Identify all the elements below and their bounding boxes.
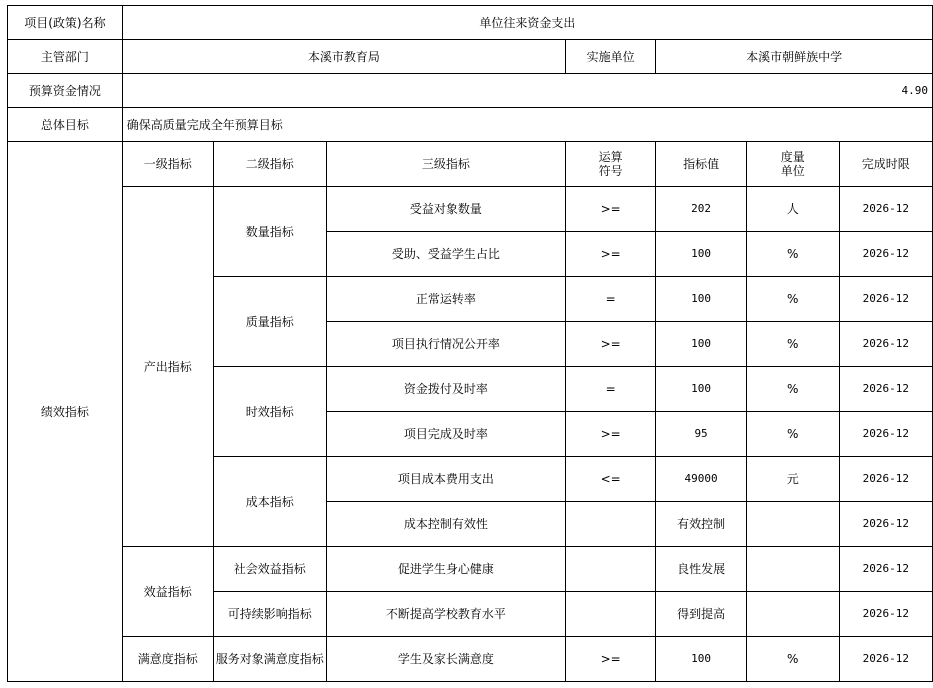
group-output: 产出指标	[122, 187, 213, 547]
row-unit: %	[746, 367, 839, 412]
header-operator-line2: 符号	[598, 164, 623, 178]
impl-value: 本溪市朝鲜族中学	[656, 40, 933, 74]
row-unit: %	[746, 232, 839, 277]
row-name: 受助、受益学生占比	[326, 232, 565, 277]
header-operator	[565, 142, 655, 187]
row-op: >=	[565, 637, 655, 682]
header-level3: 三级指标	[326, 142, 565, 187]
header-unit-line2: 单位	[780, 164, 805, 178]
header-unit-line1: 度量	[780, 150, 805, 164]
row-name: 不断提高学校教育水平	[326, 592, 565, 637]
row-deadline: 2026-12	[839, 367, 932, 412]
header-deadline: 完成时限	[839, 142, 932, 187]
project-value: 单位往来资金支出	[122, 6, 932, 40]
row-unit: %	[746, 412, 839, 457]
goal-row	[8, 108, 933, 142]
dept-row	[8, 40, 933, 74]
row-value: 良性发展	[656, 547, 746, 592]
table-row	[8, 547, 933, 592]
row-unit: %	[746, 637, 839, 682]
row-name: 项目完成及时率	[326, 412, 565, 457]
row-value: 95	[656, 412, 746, 457]
row-value: 100	[656, 322, 746, 367]
header-row	[8, 142, 933, 187]
row-unit	[746, 592, 839, 637]
row-unit	[746, 547, 839, 592]
row-value: 49000	[656, 457, 746, 502]
row-value: 100	[656, 367, 746, 412]
row-op: >=	[565, 232, 655, 277]
subgroup-quality: 质量指标	[213, 277, 326, 367]
table-row	[8, 187, 933, 232]
impl-label: 实施单位	[565, 40, 655, 74]
row-unit: 人	[746, 187, 839, 232]
row-op	[565, 592, 655, 637]
row-deadline: 2026-12	[839, 502, 932, 547]
header-level2: 二级指标	[213, 142, 326, 187]
row-op: >=	[565, 322, 655, 367]
row-unit: 元	[746, 457, 839, 502]
budget-row	[8, 74, 933, 108]
header-operator-line1: 运算	[598, 150, 623, 164]
row-deadline: 2026-12	[839, 457, 932, 502]
row-name: 资金拨付及时率	[326, 367, 565, 412]
subgroup-quantity: 数量指标	[213, 187, 326, 277]
subgroup-sustain: 可持续影响指标	[213, 592, 326, 637]
row-op: >=	[565, 187, 655, 232]
row-value: 202	[656, 187, 746, 232]
row-op: =	[565, 367, 655, 412]
dept-value: 本溪市教育局	[122, 40, 565, 74]
row-value: 100	[656, 277, 746, 322]
subgroup-timeliness: 时效指标	[213, 367, 326, 457]
row-deadline: 2026-12	[839, 547, 932, 592]
row-name: 学生及家长满意度	[326, 637, 565, 682]
header-level1: 一级指标	[122, 142, 213, 187]
row-deadline: 2026-12	[839, 187, 932, 232]
row-deadline: 2026-12	[839, 232, 932, 277]
row-value: 有效控制	[656, 502, 746, 547]
group-satisfaction: 满意度指标	[122, 637, 213, 682]
row-deadline: 2026-12	[839, 322, 932, 367]
subgroup-cost: 成本指标	[213, 457, 326, 547]
performance-table	[7, 5, 933, 682]
row-name: 成本控制有效性	[326, 502, 565, 547]
row-value: 得到提高	[656, 592, 746, 637]
row-unit	[746, 502, 839, 547]
group-benefit: 效益指标	[122, 547, 213, 637]
row-name: 正常运转率	[326, 277, 565, 322]
row-op	[565, 502, 655, 547]
row-name: 促进学生身心健康	[326, 547, 565, 592]
row-deadline: 2026-12	[839, 412, 932, 457]
row-op: <=	[565, 457, 655, 502]
budget-value: 4.90	[122, 74, 932, 108]
goal-label: 总体目标	[8, 108, 123, 142]
header-unit	[746, 142, 839, 187]
row-deadline: 2026-12	[839, 592, 932, 637]
project-label: 项目(政策)名称	[8, 6, 123, 40]
row-op: >=	[565, 412, 655, 457]
row-deadline: 2026-12	[839, 277, 932, 322]
row-unit: %	[746, 277, 839, 322]
row-value: 100	[656, 637, 746, 682]
subgroup-social: 社会效益指标	[213, 547, 326, 592]
row-name: 受益对象数量	[326, 187, 565, 232]
table-row	[8, 637, 933, 682]
row-name: 项目成本费用支出	[326, 457, 565, 502]
goal-value: 确保高质量完成全年预算目标	[122, 108, 932, 142]
budget-label: 预算资金情况	[8, 74, 123, 108]
project-row	[8, 6, 933, 40]
row-op	[565, 547, 655, 592]
dept-label: 主管部门	[8, 40, 123, 74]
row-name: 项目执行情况公开率	[326, 322, 565, 367]
row-op: =	[565, 277, 655, 322]
row-unit: %	[746, 322, 839, 367]
row-deadline: 2026-12	[839, 637, 932, 682]
header-value: 指标值	[656, 142, 746, 187]
subgroup-service: 服务对象满意度指标	[213, 637, 326, 682]
perf-label: 绩效指标	[8, 142, 123, 682]
row-value: 100	[656, 232, 746, 277]
